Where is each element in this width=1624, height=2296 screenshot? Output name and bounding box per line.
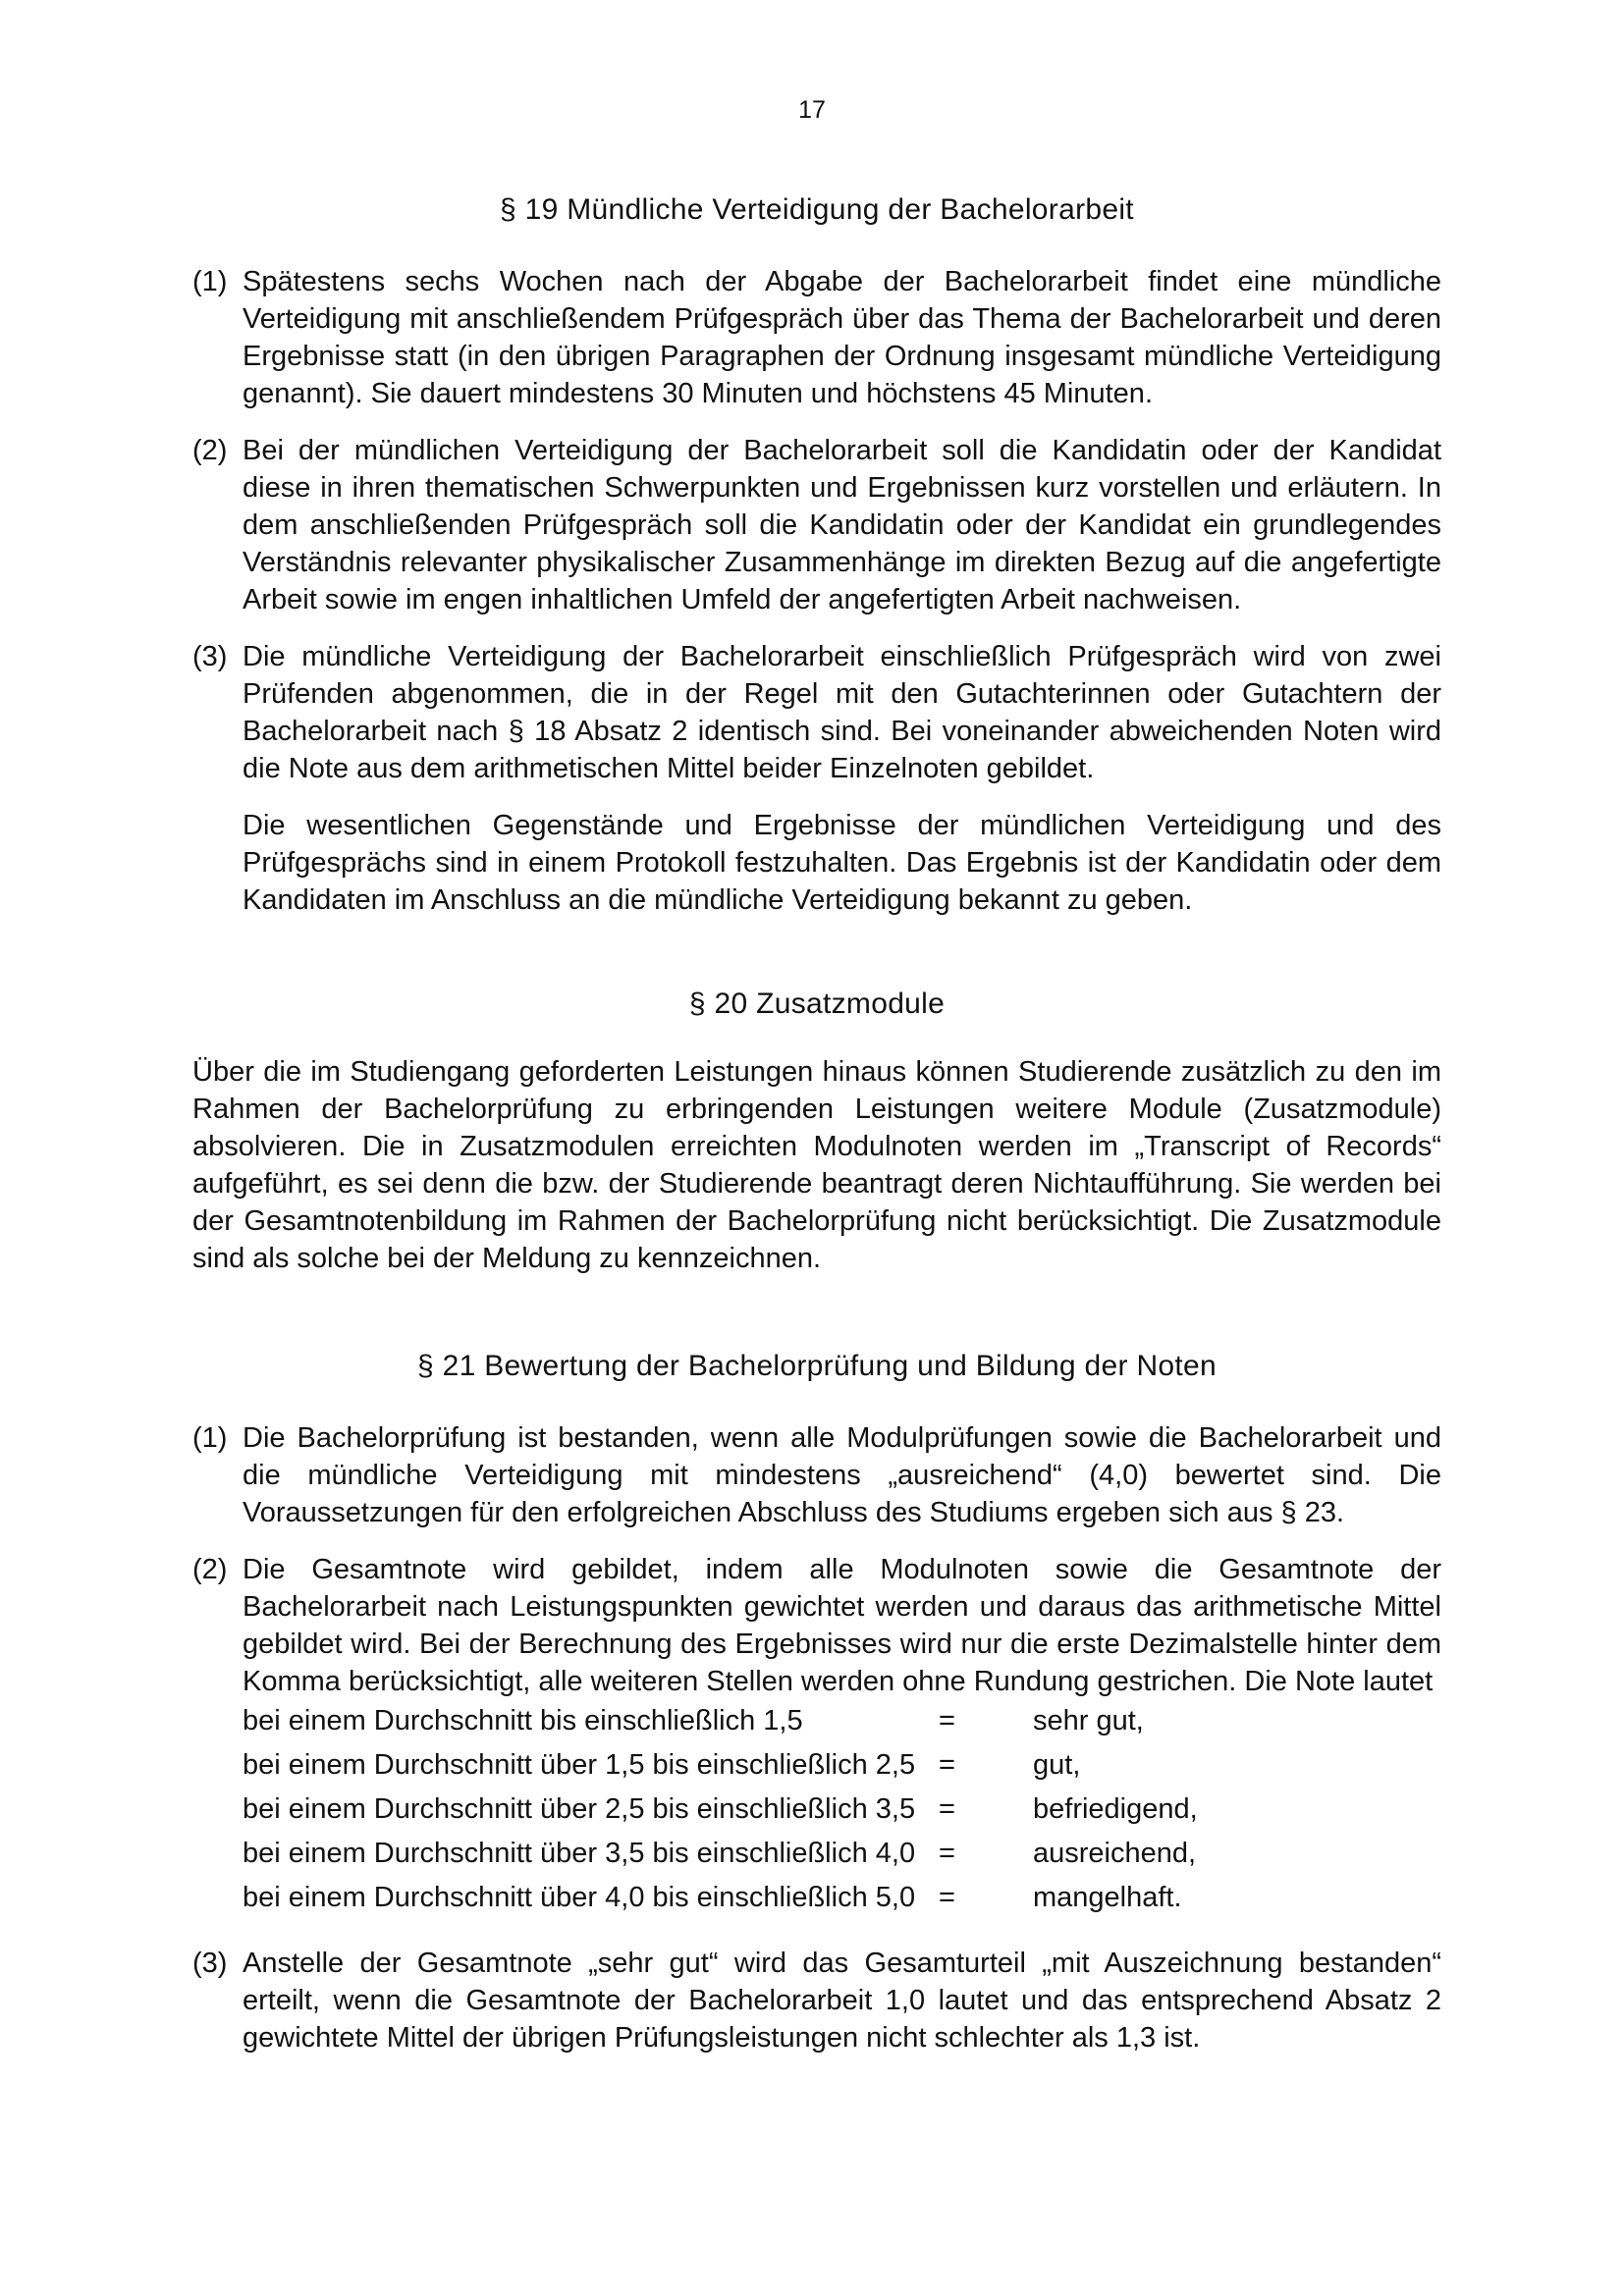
paragraph-number: (3): [192, 641, 228, 672]
s19-paragraph-3-continuation: Die wesentlichen Gegenstände und Ergebnisse der mündlichen Verteidigung und des Prüfgesprächs sind in einem Protokoll festzuhalten. Das Ergebnis ist der Kandidatin oder dem Kandidaten im Anschluss an die mündliche Verteidigung bekannt zu geben.: [243, 810, 1441, 916]
grade-row: [243, 1702, 1323, 1739]
s21-paragraph-2: [192, 1551, 1441, 1700]
section-19-heading: § 19 Mündliche Verteidigung der Bachelorarbeit: [500, 193, 1134, 226]
grade-condition: bei einem Durchschnitt über 2,5 bis einschließlich 3,5: [243, 1793, 916, 1825]
page-number: 17: [798, 96, 826, 124]
section-20-heading: § 20 Zusatzmodule: [688, 988, 946, 1020]
paragraph-text: Spätestens sechs Wochen nach der Abgabe der Bachelorarbeit findet eine mündliche Verteidigung mit anschließendem Prüfgespräch über das Thema der Bachelorarbeit und deren Ergebnisse statt (in den übrigen Paragraphen der Ordnung insgesamt mündliche Verteidigung genannt). Sie dauert mindestens 30 Minuten und höchstens 45 Minuten.: [243, 266, 1441, 409]
section-21-heading: § 21 Bewertung der Bachelorprüfung und Bildung der Noten: [416, 1350, 1217, 1382]
paragraph-text: Die Gesamtnote wird gebildet, indem alle Modulnoten sowie die Gesamtnote der Bachelorarbeit nach Leistungspunkten gewichtet werden und daraus das arithmetische Mittel gebildet wird. Bei der Berechnung des Ergebnisses wird nur die erste Dezimalstelle hinter dem Komma berücksichtigt, alle weiteren Stellen werden ohne Rundung gestrichen. Die Note lautet: [243, 1554, 1441, 1697]
paragraph-text: Die mündliche Verteidigung der Bachelorarbeit einschließlich Prüfgespräch wird von zwei Prüfenden abgenommen, die in der Regel mit den Gutachterinnen oder Gutachtern der Bachelorarbeit nach § 18 Absatz 2 identisch sind. Bei voneinander abweichenden Noten wird die Note aus dem arithmetischen Mittel beider Einzelnoten gebildet.: [243, 641, 1441, 784]
grade-row: [243, 1835, 1323, 1872]
grade-condition: bei einem Durchschnitt über 1,5 bis einschließlich 2,5: [243, 1749, 916, 1781]
grade-result: gut,: [1033, 1749, 1081, 1781]
grade-row: [243, 1790, 1323, 1828]
grade-equals: =: [939, 1749, 955, 1781]
grade-result: befriedigend,: [1033, 1793, 1198, 1825]
paragraph-text: Anstelle der Gesamtnote „sehr gut“ wird das Gesamturteil „mit Auszeichnung bestanden“ erteilt, wenn die Gesamtnote der Bachelorarbeit 1,0 lautet und das entsprechend Absatz 2 gewichtete Mittel der übrigen Prüfungsleistungen nicht schlechter als 1,3 ist.: [243, 1948, 1441, 2054]
grade-equals: =: [939, 1705, 955, 1736]
paragraph-number: (3): [192, 1948, 228, 1979]
s21-paragraph-3: [192, 1945, 1441, 2056]
grade-condition: bei einem Durchschnitt bis einschließlich 1,5: [243, 1705, 803, 1736]
grade-equals: =: [939, 1882, 955, 1913]
paragraph-text: Die Bachelorprüfung ist bestanden, wenn alle Modulprüfungen sowie die Bachelorarbeit und die mündliche Verteidigung mit mindestens „ausreichend“ (4,0) bewertet sind. Die Voraussetzungen für den erfolgreichen Abschluss des Studiums ergeben sich aus § 23.: [243, 1422, 1441, 1528]
grade-condition: bei einem Durchschnitt über 3,5 bis einschließlich 4,0: [243, 1838, 916, 1869]
grade-equals: =: [939, 1838, 955, 1869]
grade-result: sehr gut,: [1033, 1705, 1144, 1736]
grade-condition: bei einem Durchschnitt über 4,0 bis einschließlich 5,0: [243, 1882, 916, 1913]
s21-paragraph-1: [192, 1419, 1441, 1531]
paragraph-number: (1): [192, 266, 228, 297]
grade-result: ausreichend,: [1033, 1838, 1197, 1869]
s19-paragraph-1: [192, 263, 1441, 412]
s19-paragraph-3: [192, 638, 1441, 787]
paragraph-number: (2): [192, 1554, 228, 1585]
s20-text: Über die im Studiengang geforderten Leistungen hinaus können Studierende zusätzlich zu den im Rahmen der Bachelorprüfung zu erbringenden Leistungen weitere Module (Zusatzmodule) absolvieren. Die in Zusatzmodulen erreichten Modulnoten werden im „Transcript of Records“ aufgeführt, es sei denn die bzw. der Studierende beantragt deren Nichtaufführung. Sie werden bei der Gesamtnotenbildung im Rahmen der Bachelorprüfung nicht berücksichtigt. Die Zusatzmodule sind als solche bei der Meldung zu kennzeichnen.: [192, 1056, 1441, 1274]
paragraph-number: (1): [192, 1422, 228, 1454]
grade-equals: =: [939, 1793, 955, 1825]
grade-row: [243, 1746, 1323, 1784]
grade-result: mangelhaft.: [1033, 1882, 1182, 1913]
grade-row: [243, 1879, 1323, 1916]
paragraph-number: (2): [192, 435, 228, 466]
paragraph-text: Bei der mündlichen Verteidigung der Bachelorarbeit soll die Kandidatin oder der Kandidat diese in ihren thematischen Schwerpunkten und Ergebnissen kurz vorstellen und erläutern. In dem anschließenden Prüfgespräch soll die Kandidatin oder der Kandidat ein grundlegendes Verständnis relevanter physikalischer Zusammenhänge im direkten Bezug auf die angefertigte Arbeit sowie im engen inhaltlichen Umfeld der angefertigten Arbeit nachweisen.: [243, 435, 1441, 615]
s19-paragraph-2: [192, 432, 1441, 618]
